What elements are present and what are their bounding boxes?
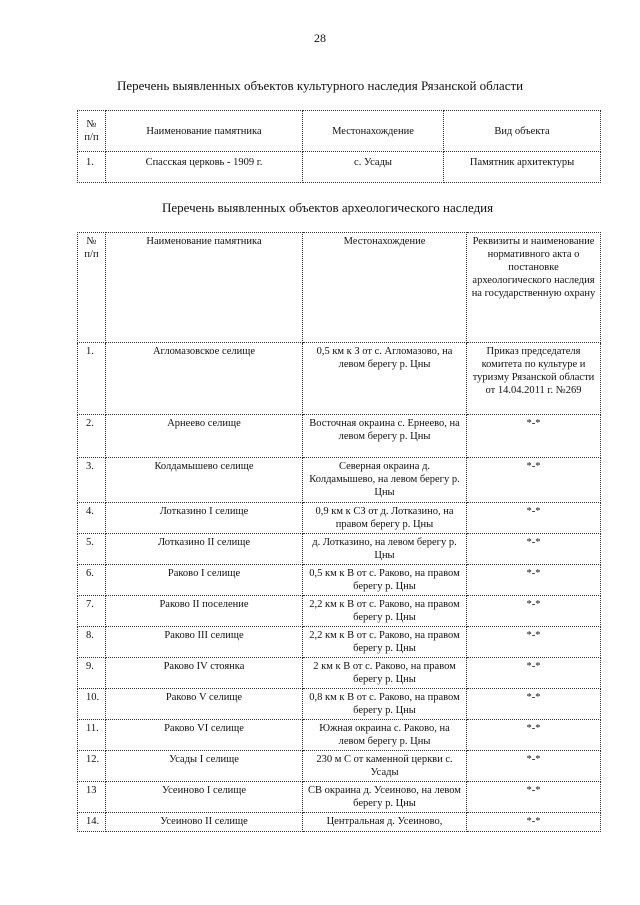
header-act: Реквизиты и наименование нормативного акта о постановке археологического наследия на государственную охрану <box>467 233 601 343</box>
row-act: *-* <box>467 596 601 627</box>
row-number: 3. <box>78 458 106 503</box>
row-number: 5. <box>78 534 106 565</box>
row-location: Центральная д. Усеиново, <box>303 813 467 832</box>
row-name: Раково VI селище <box>106 720 303 751</box>
row-name: Раково IV стоянка <box>106 658 303 689</box>
row-number: 6. <box>78 565 106 596</box>
section1-title: Перечень выявленных объектов культурного наследия Рязанской области <box>117 78 524 93</box>
row-name: Раково II поселение <box>106 596 303 627</box>
row-number: 12. <box>78 751 106 782</box>
row-location: Южная окраина с. Раково, на левом берегу р. Цны <box>303 720 467 751</box>
row-name: Усеиново II селище <box>106 813 303 832</box>
row-act: *-* <box>467 782 601 813</box>
section2-title: Перечень выявленных объектов археологического наследия <box>162 200 494 215</box>
row-location: 0,8 км к В от с. Раково, на правом берегу р. Цны <box>303 689 467 720</box>
row-location: 0,5 км к З от с. Агломазово, на левом берегу р. Цны <box>303 343 467 415</box>
row-location: Восточная окраина с. Ернеево, на левом берегу р. Цны <box>303 415 467 458</box>
row-act: *-* <box>467 813 601 832</box>
table-row <box>78 658 601 689</box>
row-location: Северная окраина д. Колдамышево, на левом берегу р. Цны <box>303 458 467 503</box>
table-row <box>78 751 601 782</box>
table-row <box>78 458 601 503</box>
header-number: № п/п <box>78 111 106 152</box>
row-name: Раково V селище <box>106 689 303 720</box>
row-name: Арнеево селище <box>106 415 303 458</box>
header-location: Местонахождение <box>303 233 467 343</box>
row-number: 8. <box>78 627 106 658</box>
row-number: 9. <box>78 658 106 689</box>
table-row <box>78 565 601 596</box>
table-row <box>78 534 601 565</box>
row-location: СВ окраина д. Усеиново, на левом берегу р. Цны <box>303 782 467 813</box>
row-location: 0,5 км к В от с. Раково, на правом берегу р. Цны <box>303 565 467 596</box>
table-header-row <box>78 233 601 343</box>
table-row <box>78 152 601 183</box>
archaeological-heritage-table <box>77 232 601 832</box>
row-name: Усеиново I селище <box>106 782 303 813</box>
row-number: 13 <box>78 782 106 813</box>
row-name: Усады I селище <box>106 751 303 782</box>
cultural-heritage-table <box>77 110 601 183</box>
header-location: Местонахождение <box>303 111 444 152</box>
row-act: *-* <box>467 458 601 503</box>
row-name: Агломазовское селище <box>106 343 303 415</box>
row-act: *-* <box>467 720 601 751</box>
row-type: Памятник архитектуры <box>444 152 601 183</box>
row-number: 1. <box>78 152 106 183</box>
table-row <box>78 415 601 458</box>
row-location: 0,9 км к СЗ от д. Лотказино, на правом берегу р. Цны <box>303 503 467 534</box>
row-act: *-* <box>467 534 601 565</box>
row-name: Колдамышево селище <box>106 458 303 503</box>
row-act: *-* <box>467 689 601 720</box>
table-row <box>78 782 601 813</box>
table-row <box>78 689 601 720</box>
row-number: 7. <box>78 596 106 627</box>
table-row <box>78 627 601 658</box>
header-name: Наименование памятника <box>106 111 303 152</box>
header-number: № п/п <box>78 233 106 343</box>
row-number: 4. <box>78 503 106 534</box>
row-act: *-* <box>467 658 601 689</box>
row-number: 1. <box>78 343 106 415</box>
table-row <box>78 343 601 415</box>
row-act: *-* <box>467 415 601 458</box>
row-name: Спасская церковь - 1909 г. <box>106 152 303 183</box>
table-header-row <box>78 111 601 152</box>
row-name: Лотказино II селище <box>106 534 303 565</box>
table-row <box>78 503 601 534</box>
row-name: Лотказино I селище <box>106 503 303 534</box>
table-row <box>78 720 601 751</box>
row-location: 230 м С от каменной церкви с. Усады <box>303 751 467 782</box>
row-number: 10. <box>78 689 106 720</box>
row-act: Приказ председателя комитета по культуре и туризму Рязанской области от 14.04.2011 г. №269 <box>467 343 601 415</box>
row-act: *-* <box>467 503 601 534</box>
row-act: *-* <box>467 565 601 596</box>
row-name: Раково I селище <box>106 565 303 596</box>
row-location: д. Лотказино, на левом берегу р. Цны <box>303 534 467 565</box>
header-type: Вид объекта <box>444 111 601 152</box>
row-location: 2,2 км к В от с. Раково, на правом берегу р. Цны <box>303 627 467 658</box>
row-act: *-* <box>467 751 601 782</box>
table-row <box>78 596 601 627</box>
header-name: Наименование памятника <box>106 233 303 343</box>
row-number: 14. <box>78 813 106 832</box>
page-number: 28 <box>314 31 326 45</box>
table-row <box>78 813 601 832</box>
row-name: Раково III селище <box>106 627 303 658</box>
row-location: 2 км к В от с. Раково, на правом берегу р. Цны <box>303 658 467 689</box>
row-location: с. Усады <box>303 152 444 183</box>
row-number: 2. <box>78 415 106 458</box>
row-number: 11. <box>78 720 106 751</box>
row-act: *-* <box>467 627 601 658</box>
row-location: 2,2 км к В от с. Раково, на правом берегу р. Цны <box>303 596 467 627</box>
